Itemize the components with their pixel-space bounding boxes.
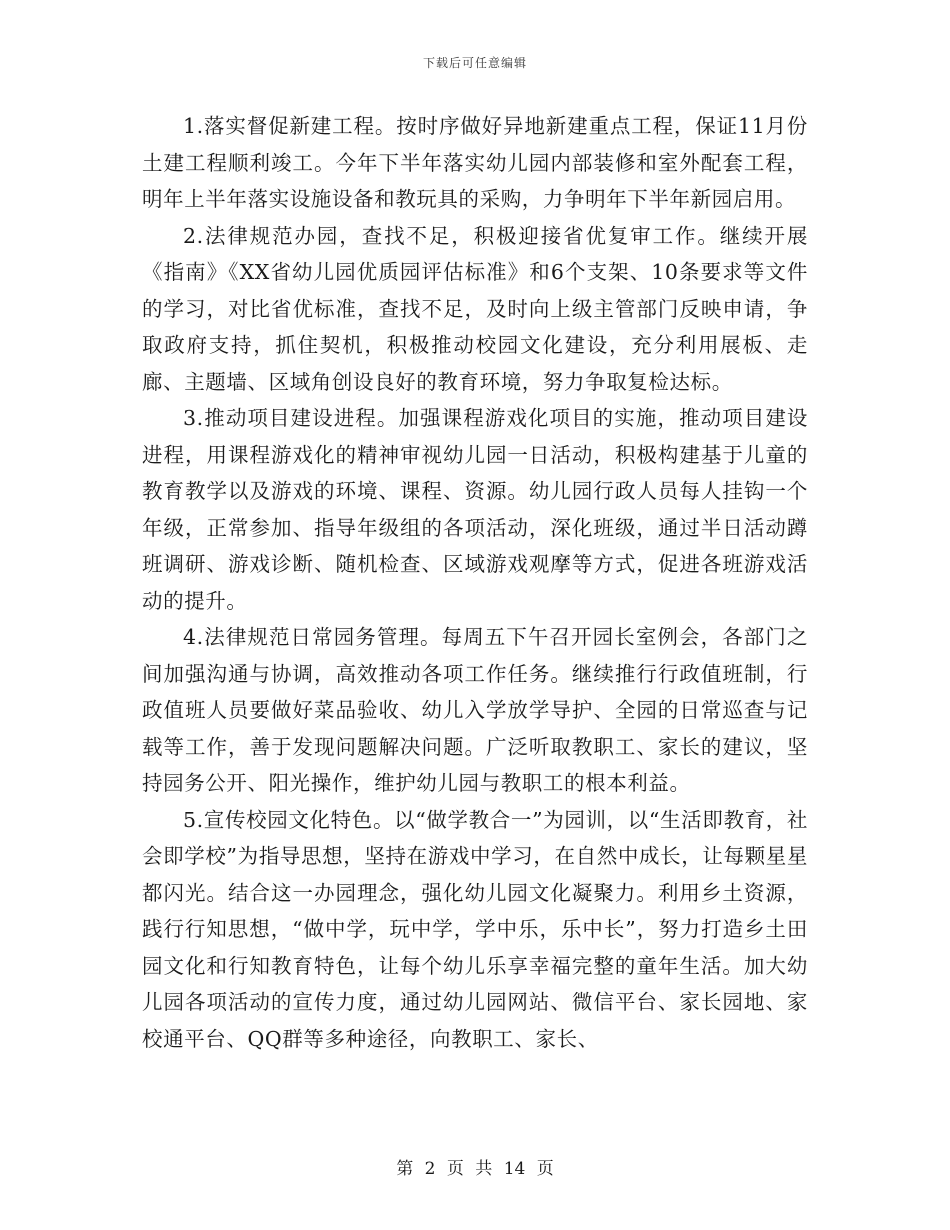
document-body [142,108,808,1057]
paragraph-3: 3.推动项目建设进程。加强课程游戏化项目的实施，推动项目建设进程，用课程游戏化的精神审视幼儿园一日活动，积极构建基于儿童的教育教学以及游戏的环境、课程、资源。幼儿园行政人员每人挂钩一个年级，正常参加、指导年级组的各项活动，深化班级，通过半日活动蹲班调研、游戏诊断、随机检查、区域游戏观摩等方式，促进各班游戏活动的提升。 [142,406,808,613]
page-header: 下载后可任意编辑 [422,56,527,70]
paragraph-4: 4.法律规范日常园务管理。每周五下午召开园长室例会，各部门之间加强沟通与协调，高效推动各项工作任务。继续推行行政值班制，行政值班人员要做好菜品验收、幼儿入学放学导护、全园的日常巡查与记载等工作，善于发现问题解决问题。广泛听取教职工、家长的建议，坚持园务公开、阳光操作，维护幼儿园与教职工的根本利益。 [142,625,808,795]
paragraph-2: 2.法律规范办园，查找不足，积极迎接省优复审工作。继续开展《指南》《XX省幼儿园优质园评估标准》和6个支架、10条要求等文件的学习，对比省优标准，查找不足，及时向上级主管部门反映申请，争取政府支持，抓住契机，积极推动校园文化建设，充分利用展板、走廊、主题墙、区域角创设良好的教育环境，努力争取复检达标。 [142,223,808,394]
page-footer: 第 2 页 共 14 页 [396,1159,554,1179]
paragraph-1: 1.落实督促新建工程。按时序做好异地新建重点工程，保证11月份土建工程顺利竣工。今年下半年落实幼儿园内部装修和室外配套工程，明年上半年落实设施设备和教玩具的采购，力争明年下半年新园启用。 [142,114,808,211]
paragraph-5: 5.宣传校园文化特色。以“做学教合一”为园训，以“生活即教育，社会即学校”为指导思想，坚持在游戏中学习，在自然中成长，让每颗星星都闪光。结合这一办园理念，强化幼儿园文化凝聚力。利用乡土资源，践行行知思想，“做中学，玩中学，学中乐，乐中长”，努力打造乡土田园文化和行知教育特色，让每个幼儿乐享幸福完整的童年生活。加大幼儿园各项活动的宣传力度，通过幼儿园网站、微信平台、家长园地、家校通平台、QQ群等多种途径，向教职工、家长、 [142,807,808,1051]
